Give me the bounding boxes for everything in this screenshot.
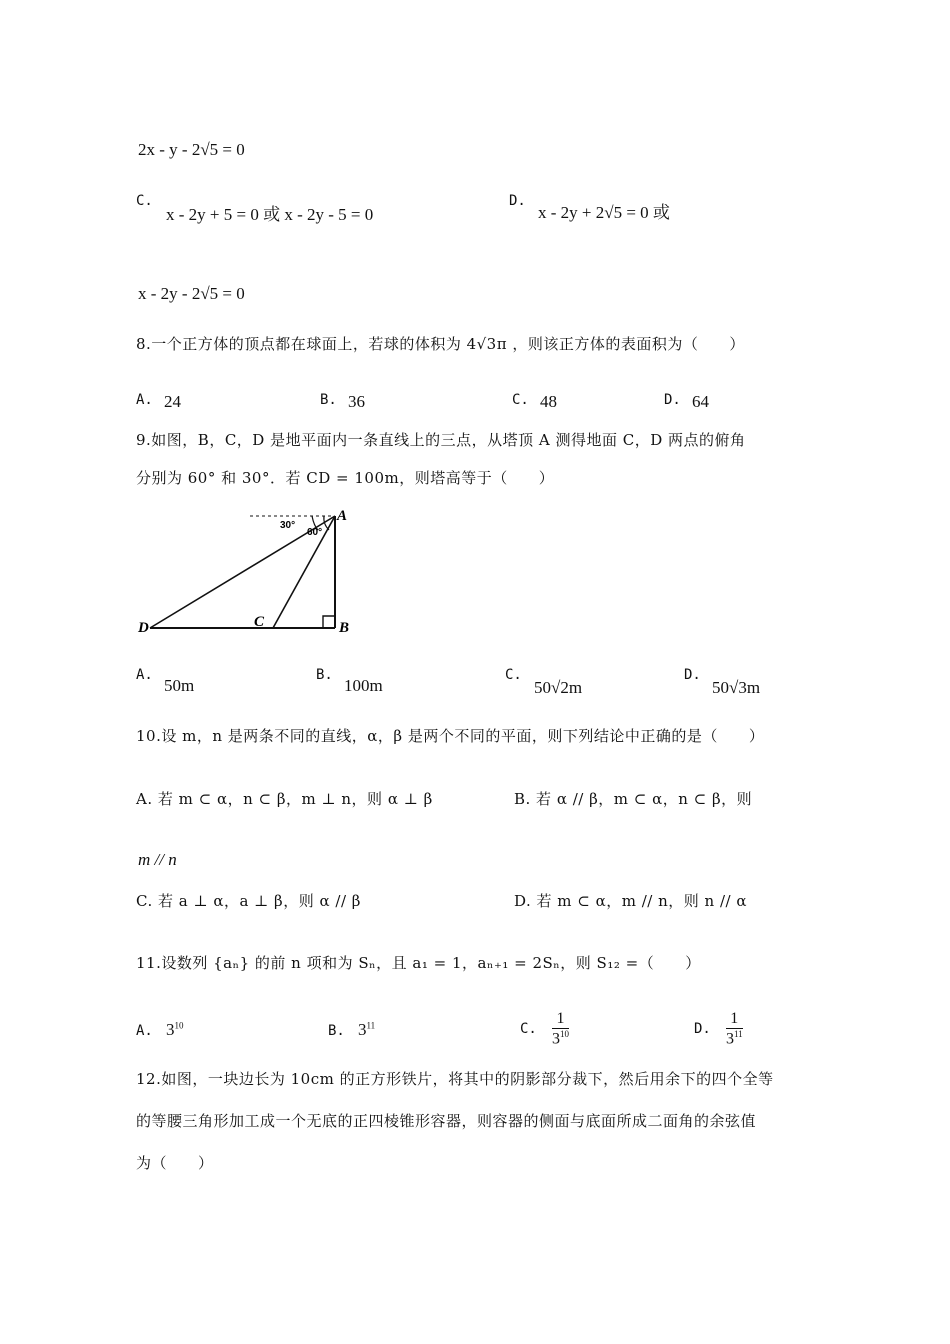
q11-option-b	[328, 1020, 375, 1040]
q8-option-a-value: 24	[164, 392, 181, 411]
q8-option-c-label: C.	[512, 392, 529, 408]
q11-option-c-base: 3	[551, 1030, 560, 1048]
q11-option-c-exp: 10	[559, 1029, 569, 1039]
q9-option-a-value: 50m	[164, 676, 195, 695]
q9-option-c-value: 50√2m	[534, 678, 583, 697]
line-ac	[273, 516, 335, 628]
q11-option-d-label: D.	[694, 1021, 711, 1038]
q11-option-a-base: 3	[165, 1020, 175, 1039]
q11-option-c-numerator: 1	[556, 1010, 565, 1027]
q9-figure	[130, 498, 370, 638]
q11-option-a-label: A.	[136, 1023, 153, 1039]
q11-option-c	[520, 1010, 569, 1048]
q7-option-d-text: x - 2y + 2√5 = 0 或	[538, 203, 670, 222]
q9-option-b-value: 100m	[344, 676, 383, 695]
angle-label-30: 30°	[280, 520, 296, 531]
q9-stem-line1: 9.如图，B，C，D 是地平面内一条直线上的三点，从塔顶 A 测得地面 C，D 两点的俯角	[136, 431, 746, 449]
q8-option-d-value: 64	[692, 392, 709, 411]
q11-option-b-exp: 11	[366, 1020, 376, 1031]
q7-option-c-label: C.	[136, 193, 153, 209]
q9-stem-line2: 分别为 60° 和 30°．若 CD = 100m，则塔高等于（ ）	[136, 469, 555, 487]
q10-stem: 10.设 m，n 是两条不同的直线，α，β 是两个不同的平面，则下列结论中正确的是（ ）	[136, 727, 765, 745]
point-label-b: B	[339, 620, 350, 636]
q8-stem: 8.一个正方体的顶点都在球面上，若球的体积为 4√3π ，则该正方体的表面积为（ ）	[136, 335, 745, 353]
q11-stem: 11.设数列 {aₙ} 的前 n 项和为 Sₙ，且 a₁ = 1，aₙ₊₁ = 2Sₙ，则 S₁₂ =（ ）	[136, 954, 701, 972]
q8-option-b-label: B.	[320, 392, 337, 408]
q12-line2: 的等腰三角形加工成一个无底的正四棱锥形容器，则容器的侧面与底面所成二面角的余弦值	[136, 1112, 757, 1130]
right-angle-mark	[323, 616, 335, 628]
point-label-d: D	[138, 620, 149, 636]
q9-option-c-label: C.	[505, 667, 522, 683]
q11-option-d-base: 3	[725, 1030, 734, 1048]
q11-option-d-exp: 11	[733, 1029, 743, 1039]
q9-option-d-value: 50√3m	[712, 678, 761, 697]
q11-option-b-label: B.	[328, 1023, 345, 1039]
q11-option-a-exp: 10	[174, 1020, 184, 1031]
q7-option-d-label: D.	[509, 193, 526, 209]
q11-option-c-label: C.	[520, 1021, 537, 1038]
q8-option-a-label: A.	[136, 392, 153, 408]
q11-option-a	[136, 1020, 183, 1040]
q12-line1: 12.如图，一块边长为 10cm 的正方形铁片，将其中的阴影部分裁下，然后用余下的四个全等	[136, 1070, 774, 1088]
q9-option-d-label: D.	[684, 667, 701, 683]
q7-tail-line: 2x - y - 2√5 = 0	[138, 140, 245, 159]
q10-option-d: D. 若 m ⊂ α，m // n，则 n // α	[514, 892, 747, 910]
q8-option-c-value: 48	[540, 392, 557, 411]
q10-option-b: B. 若 α // β，m ⊂ α，n ⊂ β，则	[514, 790, 753, 808]
point-label-a: A	[337, 508, 348, 524]
q9-option-a-label: A.	[136, 667, 153, 683]
q8-option-b-value: 36	[348, 392, 365, 411]
q8-option-d-label: D.	[664, 392, 681, 408]
q11-option-b-base: 3	[357, 1020, 367, 1039]
q9-option-b-label: B.	[316, 667, 333, 683]
q12-line3: 为（ ）	[136, 1154, 214, 1172]
q10-option-c: C. 若 a ⊥ α，a ⊥ β，则 α // β	[136, 892, 361, 910]
q11-option-d-numerator: 1	[730, 1010, 739, 1027]
q10-option-a: A. 若 m ⊂ α，n ⊂ β，m ⊥ n，则 α ⊥ β	[136, 790, 433, 808]
q11-option-d	[694, 1010, 743, 1048]
q10-option-b-tail: m // n	[138, 850, 177, 869]
q7-option-d-tail: x - 2y - 2√5 = 0	[138, 284, 245, 303]
q7-option-c-text: x - 2y + 5 = 0 或 x - 2y - 5 = 0	[166, 205, 374, 224]
point-label-c: C	[254, 614, 265, 630]
angle-label-60: 60°	[307, 527, 323, 538]
